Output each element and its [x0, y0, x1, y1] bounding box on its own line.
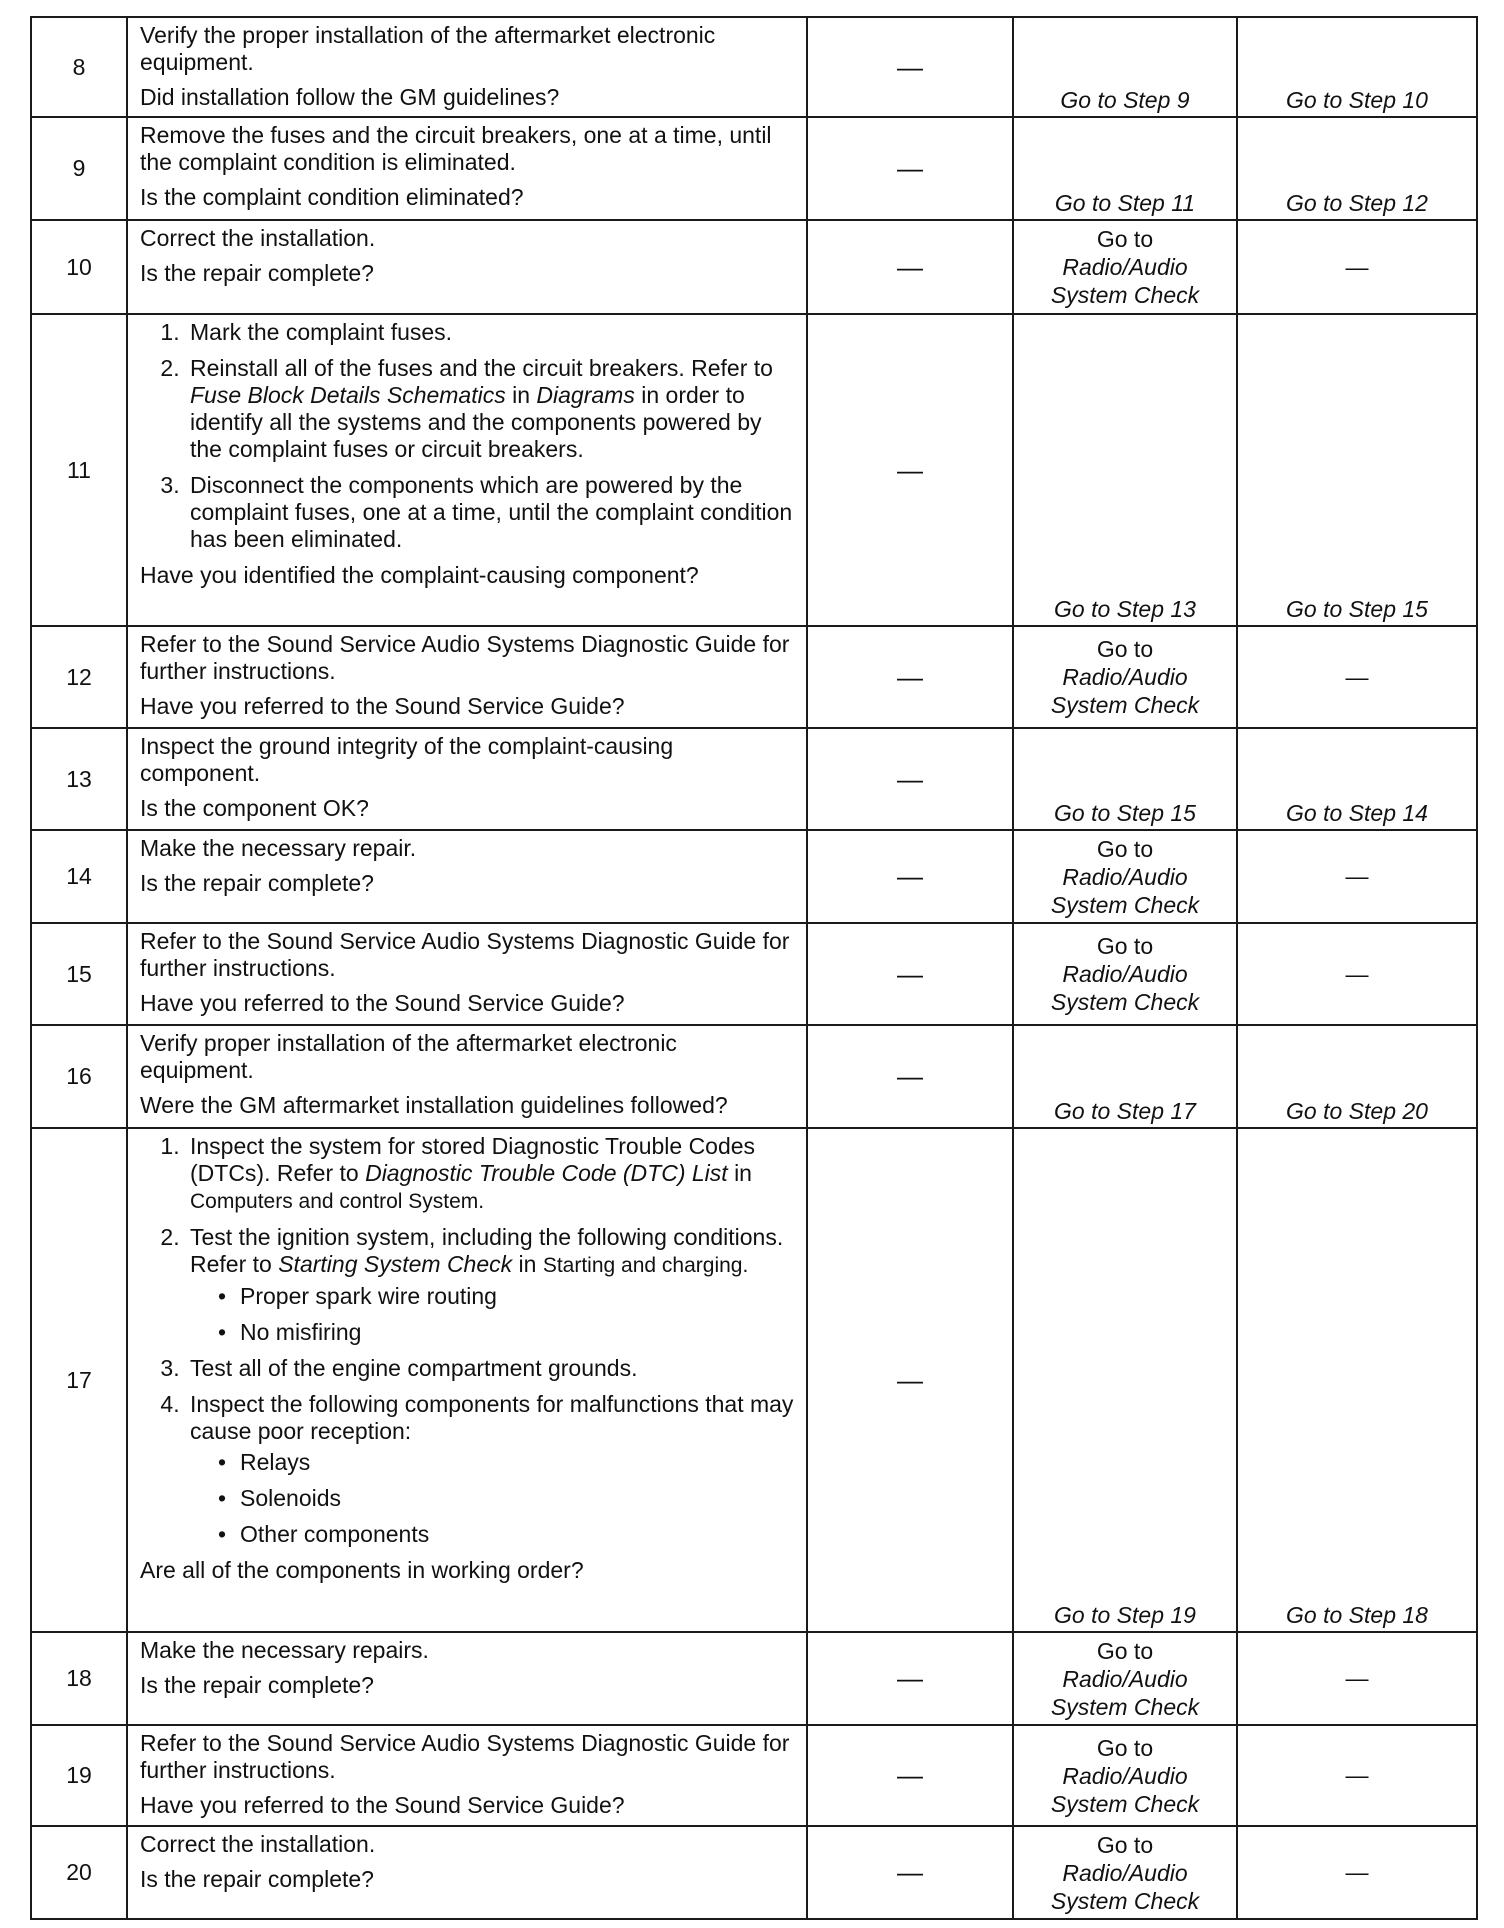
no-go-to-step-link[interactable]: Go to Step 14 [1237, 728, 1477, 830]
no-cell: — [1237, 923, 1477, 1025]
step-row-9 [31, 117, 1477, 220]
go-to-label: Go to [1096, 636, 1154, 662]
no-go-to-step-link[interactable]: Go to Step 12 [1237, 117, 1477, 220]
list-item: 2. Reinstall all of the fuses and the circuit breakers. Refer to Fuse Block Details Schematics in Diagrams in order to identify all the systems and the components powered by the complaint fuses or circuit breakers. [186, 355, 794, 463]
value-cell: — [807, 1025, 1013, 1128]
target-name: Radio/Audio [1062, 664, 1188, 690]
action-question: Is the repair complete? [140, 1866, 374, 1892]
step-action [127, 1725, 807, 1826]
bullet-item: • No misfiring [218, 1319, 794, 1346]
bullet-item: • Other components [218, 1521, 794, 1548]
step-row-8 [31, 17, 1477, 117]
target-name: Radio/Audio [1062, 1859, 1188, 1886]
no-go-to-step-link[interactable]: Go to Step 20 [1237, 1025, 1477, 1128]
step-row-10 [31, 220, 1477, 314]
yes-go-to-step-link[interactable]: Go to Step 19 [1013, 1128, 1237, 1632]
action-text: Make the necessary repair. [140, 835, 417, 861]
reference-link[interactable]: Fuse Block Details Schematics [190, 382, 506, 408]
no-cell: — [1237, 830, 1477, 923]
diagnostic-steps-table [30, 16, 1478, 1920]
list-item: 3. Test all of the engine compartment grounds. [186, 1355, 794, 1382]
value-cell: — [807, 830, 1013, 923]
step-row-14 [31, 830, 1477, 923]
step-number: 9 [31, 117, 127, 220]
action-question: Is the repair complete? [140, 260, 374, 286]
bullet-item: • Relays [218, 1449, 794, 1476]
step-action [127, 117, 807, 220]
no-cell: — [1237, 1725, 1477, 1826]
action-question: Is the repair complete? [140, 870, 374, 896]
go-to-label: Go to [1096, 226, 1154, 252]
value-cell: — [807, 1826, 1013, 1919]
action-text: Inspect the ground integrity of the complaint-causing component. [140, 733, 674, 786]
step-action [127, 314, 807, 626]
step-number: 8 [31, 17, 127, 117]
step-number: 18 [31, 1632, 127, 1725]
section-link[interactable]: Starting and charging. [542, 1254, 749, 1277]
list-item: 1. Inspect the system for stored Diagnostic Trouble Codes (DTCs). Refer to Diagnostic Trouble Code (DTC) List in Computers and control System. [186, 1133, 794, 1215]
list-item: 4. Inspect the following components for malfunctions that may cause poor reception: • Relays • Solenoids • Other components [186, 1391, 794, 1548]
value-cell: — [807, 923, 1013, 1025]
target-name: Radio/Audio [1062, 961, 1188, 987]
step-number: 10 [31, 220, 127, 314]
list-item: 1. Mark the complaint fuses. [186, 319, 794, 346]
value-cell: — [807, 314, 1013, 626]
yes-go-to-step-link[interactable]: Go to Step 11 [1013, 117, 1237, 220]
step-number: 11 [31, 314, 127, 626]
go-to-label: Go to [1096, 1734, 1154, 1761]
action-question: Is the component OK? [140, 795, 369, 821]
list-item: 2. Test the ignition system, including the following conditions. Refer to Starting System Check in Starting and charging. • Proper spark wire routing • No misfiring [186, 1224, 794, 1346]
section-link[interactable]: Computers and control System. [190, 1190, 485, 1213]
target-name: System Check [1050, 989, 1200, 1015]
step-row-11 [31, 314, 1477, 626]
yes-radio-audio-system-check-link[interactable] [1013, 626, 1237, 728]
action-question: Did installation follow the GM guidelines? [140, 84, 560, 110]
target-name: System Check [1050, 692, 1200, 718]
diagnostic-table-sheet [30, 16, 1476, 1920]
value-cell: — [807, 728, 1013, 830]
target-name: System Check [1050, 282, 1200, 308]
target-name: Radio/Audio [1062, 1762, 1188, 1789]
list-item: 3. Disconnect the components which are powered by the complaint fuses, one at a time, until the complaint condition has been eliminated. [186, 472, 794, 553]
action-question: Have you referred to the Sound Service Guide? [140, 693, 625, 719]
no-cell: — [1237, 1826, 1477, 1919]
yes-radio-audio-system-check-link[interactable] [1013, 1826, 1237, 1919]
yes-go-to-step-link[interactable]: Go to Step 15 [1013, 728, 1237, 830]
action-question: Is the complaint condition eliminated? [140, 184, 524, 210]
no-cell: — [1237, 626, 1477, 728]
step-action [127, 1025, 807, 1128]
value-cell: — [807, 626, 1013, 728]
step-number: 12 [31, 626, 127, 728]
step-action [127, 728, 807, 830]
action-question: Are all of the components in working order? [140, 1557, 584, 1583]
action-text: Remove the fuses and the circuit breakers, one at a time, until the complaint condition is eliminated. [140, 122, 772, 175]
step-row-13 [31, 728, 1477, 830]
step-row-18 [31, 1632, 1477, 1725]
step-action [127, 17, 807, 117]
go-to-label: Go to [1096, 1831, 1154, 1858]
reference-link[interactable]: Starting System Check [278, 1251, 513, 1277]
bullet-item: • Proper spark wire routing [218, 1283, 794, 1310]
section-link[interactable]: Diagrams [536, 382, 635, 408]
bullet-list [190, 1449, 794, 1548]
no-cell: — [1237, 1632, 1477, 1725]
yes-radio-audio-system-check-link[interactable] [1013, 1725, 1237, 1826]
step-number: 19 [31, 1725, 127, 1826]
action-text: Verify proper installation of the aftermarket electronic equipment. [140, 1030, 677, 1083]
yes-radio-audio-system-check-link[interactable] [1013, 1632, 1237, 1725]
yes-radio-audio-system-check-link[interactable] [1013, 830, 1237, 923]
yes-radio-audio-system-check-link[interactable] [1013, 220, 1237, 314]
value-cell: — [807, 1128, 1013, 1632]
go-to-label: Go to [1096, 933, 1154, 959]
step-row-17 [31, 1128, 1477, 1632]
action-text: Refer to the Sound Service Audio Systems Diagnostic Guide for further instructions. [140, 631, 790, 684]
action-text: Verify the proper installation of the aftermarket electronic equipment. [140, 22, 716, 75]
target-name: Radio/Audio [1062, 254, 1188, 280]
step-row-16 [31, 1025, 1477, 1128]
target-name: System Check [1050, 1790, 1200, 1817]
value-cell: — [807, 1632, 1013, 1725]
action-question: Have you referred to the Sound Service Guide? [140, 1792, 625, 1818]
target-name: Radio/Audio [1062, 1665, 1188, 1692]
step-action [127, 626, 807, 728]
action-text: Make the necessary repairs. [140, 1637, 429, 1663]
action-text: Correct the installation. [140, 1831, 376, 1857]
step-number: 20 [31, 1826, 127, 1919]
step-action [127, 220, 807, 314]
step-number: 14 [31, 830, 127, 923]
value-cell: — [807, 220, 1013, 314]
step-number: 15 [31, 923, 127, 1025]
action-question: Have you referred to the Sound Service Guide? [140, 990, 625, 1016]
no-go-to-step-link[interactable]: Go to Step 18 [1237, 1128, 1477, 1632]
no-go-to-step-link[interactable]: Go to Step 15 [1237, 314, 1477, 626]
go-to-label: Go to [1096, 1637, 1154, 1664]
step-row-12 [31, 626, 1477, 728]
step-action [127, 830, 807, 923]
action-text: Refer to the Sound Service Audio Systems Diagnostic Guide for further instructions. [140, 1730, 790, 1783]
reference-link[interactable]: Diagnostic Trouble Code (DTC) List [365, 1160, 728, 1186]
value-cell: — [807, 17, 1013, 117]
yes-go-to-step-link[interactable]: Go to Step 13 [1013, 314, 1237, 626]
action-text: Correct the installation. [140, 225, 376, 251]
step-action [127, 1128, 807, 1632]
step-row-19 [31, 1725, 1477, 1826]
target-name: System Check [1050, 1887, 1200, 1914]
yes-radio-audio-system-check-link[interactable] [1013, 923, 1237, 1025]
bullet-item: • Solenoids [218, 1485, 794, 1512]
no-cell: — [1237, 220, 1477, 314]
target-name: System Check [1050, 891, 1200, 918]
yes-go-to-step-link[interactable]: Go to Step 9 [1013, 17, 1237, 117]
step-action [127, 1632, 807, 1725]
action-steps-list [140, 1133, 794, 1548]
step-number: 16 [31, 1025, 127, 1128]
go-to-label: Go to [1096, 835, 1154, 862]
step-row-20 [31, 1826, 1477, 1919]
no-go-to-step-link[interactable]: Go to Step 10 [1237, 17, 1477, 117]
yes-go-to-step-link[interactable]: Go to Step 17 [1013, 1025, 1237, 1128]
action-text: Refer to the Sound Service Audio Systems Diagnostic Guide for further instructions. [140, 928, 790, 981]
action-question: Is the repair complete? [140, 1672, 374, 1698]
action-question: Have you identified the complaint-causing component? [140, 562, 699, 588]
value-cell: — [807, 117, 1013, 220]
step-row-15 [31, 923, 1477, 1025]
step-action [127, 923, 807, 1025]
action-question: Were the GM aftermarket installation guidelines followed? [140, 1092, 728, 1118]
step-action [127, 1826, 807, 1919]
step-number: 13 [31, 728, 127, 830]
target-name: Radio/Audio [1062, 863, 1188, 890]
bullet-list [190, 1283, 794, 1346]
step-number: 17 [31, 1128, 127, 1632]
value-cell: — [807, 1725, 1013, 1826]
target-name: System Check [1050, 1693, 1200, 1720]
action-steps-list [140, 319, 794, 553]
